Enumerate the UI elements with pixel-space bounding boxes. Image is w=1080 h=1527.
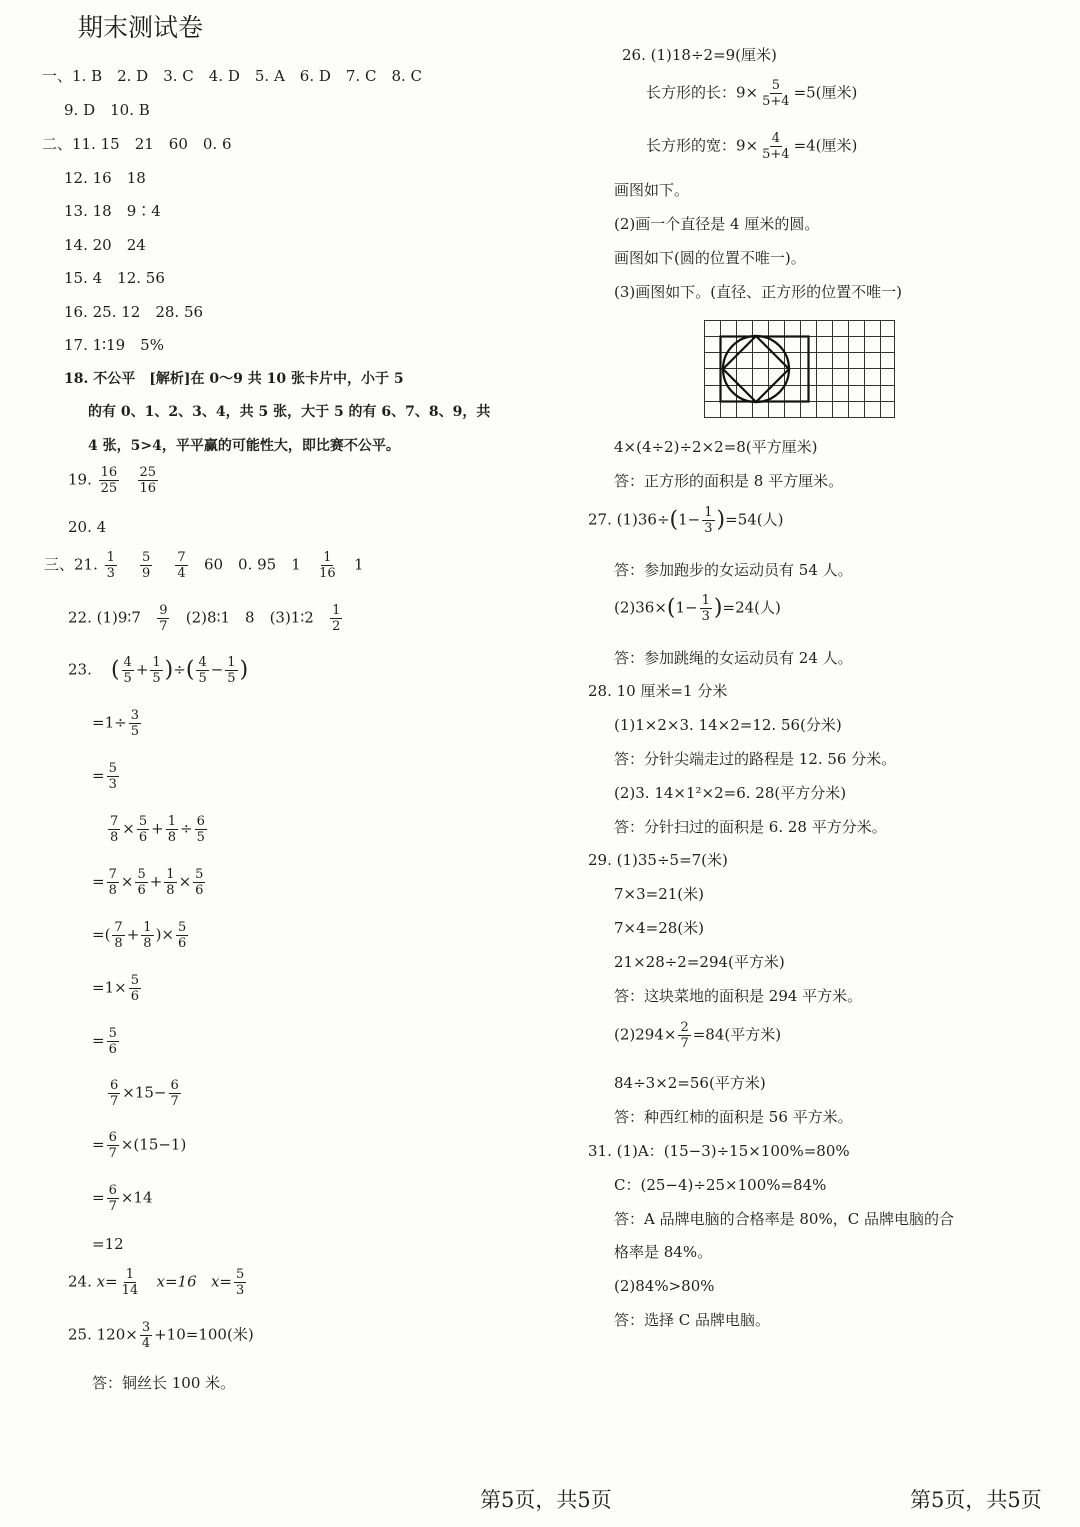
- answer-23-step: =( $\frac{7}{8}$ + $\frac{1}{8}$ )× $\frac{5}{6}$: [92, 920, 187, 951]
- answer-31-statement: 答：选择 C 品牌电脑。: [614, 1311, 771, 1329]
- fraction: $\frac{9}{7}$: [159, 603, 168, 634]
- answer-23-result: =12: [92, 1235, 124, 1253]
- answer-13: 13. 18 9∶4: [64, 202, 161, 220]
- answer-23-expr: $\frac{7}{8}$ × $\frac{5}{6}$ + $\frac{1}{8}$ ÷ $\frac{6}{5}$: [110, 814, 205, 845]
- answer-26-text: 画图如下。: [614, 181, 690, 199]
- answer-26-text: (3)画图如下。(直径、正方形的位置不唯一): [614, 283, 902, 301]
- answer-18-explain-cont: 4 张，5>4，平平赢的可能性大，即比赛不公平。: [88, 438, 400, 454]
- answer-28-statement: 答：分针尖端走过的路程是 12. 56 分米。: [614, 750, 897, 768]
- answer-23-step: = $\frac{6}{7}$ ×(15−1): [92, 1130, 187, 1161]
- answer-23-expr: 23. ( $\frac{4}{5}$ + $\frac{1}{5}$ )÷( $\frac{4}{5}$ − $\frac{1}{5}$ ): [68, 655, 249, 686]
- grid-drawing: [704, 320, 896, 420]
- answer-29-calc: 7×4=28(米): [614, 919, 705, 937]
- answer-23-expr: $\frac{6}{7}$ ×15− $\frac{6}{7}$: [110, 1078, 179, 1109]
- answer-18-explain: 的有 0、1、2、3、4，共 5 张，大于 5 的有 6、7、8、9，共: [88, 404, 491, 420]
- answer-29-statement: 答：种西红柿的面积是 56 平方米。: [614, 1108, 853, 1126]
- answer-15: 15. 4 12. 56: [64, 269, 165, 287]
- answer-31-compare: (2)84%>80%: [614, 1277, 715, 1295]
- answer-26-length: 长方形的长：9× $\frac{5}{5+4}$ =5(厘米): [646, 78, 858, 109]
- answer-23-step: =1÷ $\frac{3}{5}$: [92, 708, 139, 739]
- answer-25-statement: 答：铜丝长 100 米。: [92, 1374, 236, 1392]
- answer-27-statement: 答：参加跑步的女运动员有 54 人。: [614, 561, 853, 579]
- fraction: $\frac{5}{9}$: [142, 550, 151, 581]
- answer-26-text: 画图如下(圆的位置不唯一)。: [614, 249, 806, 267]
- answer-26-calc: 4×(4÷2)÷2×2=8(平方厘米): [614, 438, 818, 456]
- answer-25: 25. 120× $\frac{3}{4}$ +10=100(米): [68, 1320, 254, 1351]
- answer-29-calc: 21×28÷2=294(平方米): [614, 953, 785, 971]
- page-number-left: 第5页，共5页: [480, 1488, 612, 1512]
- answer-31-calc: C：(25−4)÷25×100%=84%: [614, 1176, 827, 1194]
- answer-29: 29. (1)35÷5=7(米): [588, 851, 728, 869]
- answer-28-calc: (2)3. 14×1²×2=6. 28(平方分米): [614, 784, 847, 802]
- answer-27-statement: 答：参加跳绳的女运动员有 24 人。: [614, 649, 853, 667]
- page-title: 期末测试卷: [78, 13, 204, 42]
- answer-26: 26. (1)18÷2=9(厘米): [622, 46, 777, 64]
- answer-16: 16. 25. 12 28. 56: [64, 303, 204, 321]
- answer-29-statement: 答：这块菜地的面积是 294 平方米。: [614, 987, 863, 1005]
- answer-22: 22. (1)9∶7 $\frac{9}{7}$ (2)8∶1 8 (3)1∶2 $\frac{1}{2}$: [68, 603, 341, 634]
- answer-31: 31. (1)A：(15−3)÷15×100%=80%: [588, 1142, 850, 1160]
- answer-24: 24. x= $\frac{1}{14}$ x=16 x= $\frac{5}{3}$: [68, 1267, 245, 1298]
- answer-23-step: = $\frac{5}{3}$: [92, 761, 117, 792]
- answer-23-step: = $\frac{6}{7}$ ×14: [92, 1183, 153, 1214]
- answer-23-step: = $\frac{5}{6}$: [92, 1026, 117, 1057]
- fraction: $\frac{1}{2}$: [332, 603, 341, 634]
- fraction: $\frac{25}{16}$: [139, 465, 157, 496]
- answer-11: 二、11. 15 21 60 0. 6: [42, 135, 232, 153]
- page-number-right: 第5页，共5页: [910, 1488, 1042, 1512]
- fraction: $\frac{1}{16}$: [319, 550, 336, 581]
- answer-27-2: (2)36×(1− $\frac{1}{3}$ )=24(人): [614, 593, 781, 624]
- answer-27-1: 27. (1)36÷(1− $\frac{1}{3}$ )=54(人): [588, 505, 784, 536]
- answer-28-calc: (1)1×2×3. 14×2=12. 56(分米): [614, 716, 842, 734]
- answer-31-statement-cont: 格率是 84%。: [614, 1243, 713, 1261]
- fraction: $\frac{16}{25}$: [100, 465, 118, 496]
- answer-19: 19. $\frac{16}{25}$ $\frac{25}{16}$: [68, 465, 157, 496]
- answer-29-calc: 84÷3×2=56(平方米): [614, 1074, 766, 1092]
- answer-17: 17. 1∶19 5%: [64, 336, 164, 354]
- answer-21: 三、21. $\frac{1}{3}$ $\frac{5}{9}$ $\frac{7}{4}$ 60 0. 95 1 $\frac{1}{16}$ 1: [44, 550, 364, 581]
- answer-section-1: 一、1. B 2. D 3. C 4. D 5. A 6. D 7. C 8. C: [42, 67, 423, 85]
- answer-26-statement: 答：正方形的面积是 8 平方厘米。: [614, 472, 844, 490]
- answer-28-statement: 答：分针扫过的面积是 6. 28 平方分米。: [614, 818, 887, 836]
- fraction: $\frac{7}{4}$: [177, 550, 186, 581]
- answer-14: 14. 20 24: [64, 236, 146, 254]
- answer-section-1-cont: 9. D 10. B: [64, 101, 150, 119]
- answer-12: 12. 16 18: [64, 169, 146, 187]
- answer-31-statement: 答：A 品牌电脑的合格率是 80%，C 品牌电脑的合: [614, 1210, 954, 1228]
- answer-26-text: (2)画一个直径是 4 厘米的圆。: [614, 215, 820, 233]
- answer-23-step: =1× $\frac{5}{6}$: [92, 973, 139, 1004]
- answer-18: 18. 不公平 [解析]在 0～9 共 10 张卡片中，小于 5: [64, 371, 404, 387]
- answer-29-calc: 7×3=21(米): [614, 885, 705, 903]
- answer-29-2: (2)294× $\frac{2}{7}$ =84(平方米): [614, 1020, 782, 1051]
- answer-26-width: 长方形的宽：9× $\frac{4}{5+4}$ =4(厘米): [646, 131, 858, 162]
- fraction: $\frac{1}{3}$: [106, 550, 115, 581]
- answer-28: 28. 10 厘米=1 分米: [588, 682, 728, 700]
- answer-23-step: = $\frac{7}{8}$ × $\frac{5}{6}$ + $\frac{1}{8}$ × $\frac{5}{6}$: [92, 867, 204, 898]
- answer-20: 20. 4: [68, 518, 107, 536]
